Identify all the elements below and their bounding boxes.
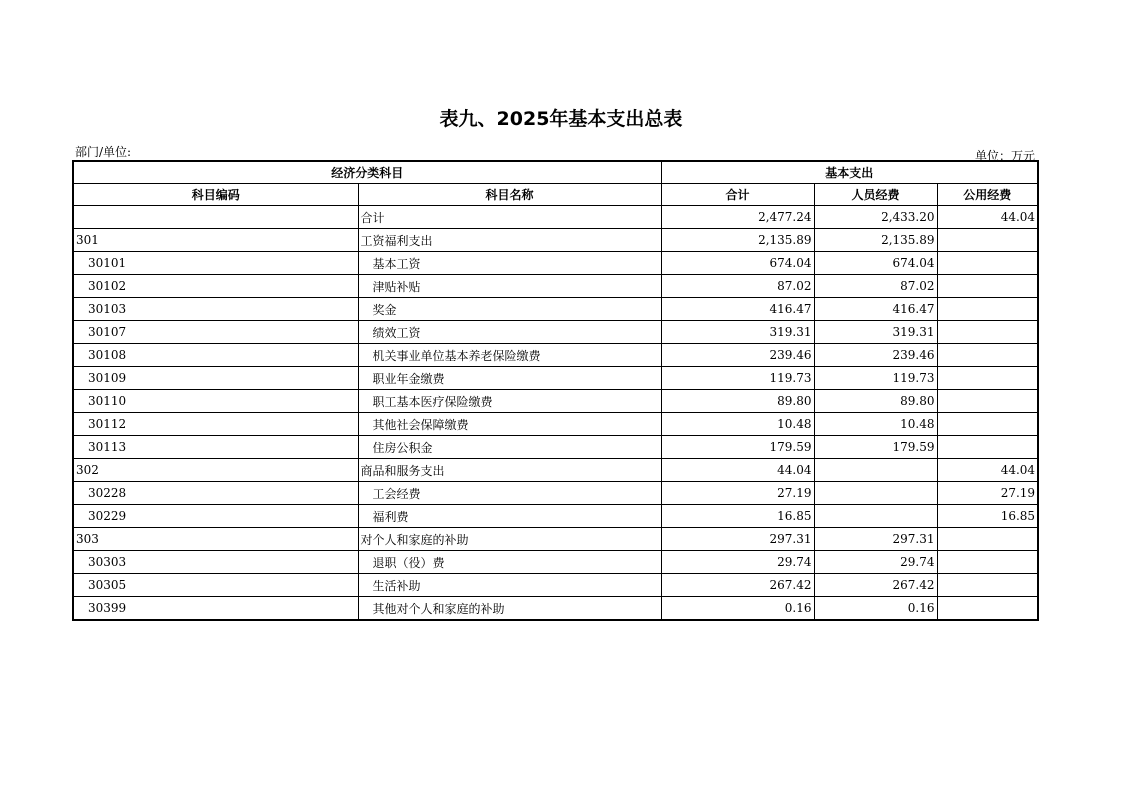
row-total: 319.31 [661, 321, 814, 344]
table-row [73, 528, 1038, 551]
row-personnel: 87.02 [814, 275, 937, 298]
row-total: 297.31 [661, 528, 814, 551]
row-code: 302 [73, 459, 358, 482]
row-name: 工会经费 [358, 482, 661, 505]
row-public [937, 574, 1038, 597]
row-total: 89.80 [661, 390, 814, 413]
row-name: 住房公积金 [358, 436, 661, 459]
row-personnel: 416.47 [814, 298, 937, 321]
row-public [937, 390, 1038, 413]
table-row [73, 275, 1038, 298]
row-total: 16.85 [661, 505, 814, 528]
row-public [937, 252, 1038, 275]
row-total: 2,135.89 [661, 229, 814, 252]
row-total: 119.73 [661, 367, 814, 390]
row-personnel [814, 459, 937, 482]
row-public [937, 551, 1038, 574]
row-personnel: 297.31 [814, 528, 937, 551]
row-personnel: 29.74 [814, 551, 937, 574]
row-total: 27.19 [661, 482, 814, 505]
row-total: 29.74 [661, 551, 814, 574]
row-public [937, 367, 1038, 390]
table-row [73, 597, 1038, 621]
row-public [937, 436, 1038, 459]
row-total: 267.42 [661, 574, 814, 597]
row-personnel: 10.48 [814, 413, 937, 436]
row-personnel [814, 505, 937, 528]
header-total: 合计 [661, 184, 814, 206]
row-public: 44.04 [937, 459, 1038, 482]
row-public [937, 597, 1038, 621]
header-basic-expenditure: 基本支出 [661, 161, 1038, 184]
row-public [937, 298, 1038, 321]
row-public: 44.04 [937, 206, 1038, 229]
row-code: 30110 [73, 390, 358, 413]
header-public: 公用经费 [937, 184, 1038, 206]
row-code: 30113 [73, 436, 358, 459]
row-personnel: 179.59 [814, 436, 937, 459]
unit-label: 单位：万元 [974, 149, 1035, 163]
row-code: 30305 [73, 574, 358, 597]
row-name: 津贴补贴 [358, 275, 661, 298]
row-name: 职业年金缴费 [358, 367, 661, 390]
row-total: 416.47 [661, 298, 814, 321]
row-name: 福利费 [358, 505, 661, 528]
row-code: 30303 [73, 551, 358, 574]
department-label: 部门/单位: [75, 145, 132, 159]
table-row [73, 482, 1038, 505]
table-row [73, 505, 1038, 528]
table-row [73, 206, 1038, 229]
table-row [73, 252, 1038, 275]
row-personnel: 674.04 [814, 252, 937, 275]
row-code: 30108 [73, 344, 358, 367]
header-personnel: 人员经费 [814, 184, 937, 206]
row-total: 674.04 [661, 252, 814, 275]
header-row-group [73, 161, 1038, 184]
row-total: 239.46 [661, 344, 814, 367]
row-public [937, 344, 1038, 367]
row-total: 0.16 [661, 597, 814, 621]
row-code: 303 [73, 528, 358, 551]
row-name: 职工基本医疗保险缴费 [358, 390, 661, 413]
row-total: 2,477.24 [661, 206, 814, 229]
table-row [73, 436, 1038, 459]
row-code: 30229 [73, 505, 358, 528]
row-code: 30112 [73, 413, 358, 436]
row-personnel: 267.42 [814, 574, 937, 597]
row-personnel: 0.16 [814, 597, 937, 621]
header-row-columns [73, 184, 1038, 206]
row-name: 商品和服务支出 [358, 459, 661, 482]
row-name: 奖金 [358, 298, 661, 321]
row-public: 16.85 [937, 505, 1038, 528]
table-row [73, 229, 1038, 252]
row-name: 生活补助 [358, 574, 661, 597]
table-row [73, 344, 1038, 367]
page-title: 表九、2025年基本支出总表 [439, 108, 683, 130]
header-name: 科目名称 [358, 184, 661, 206]
row-total: 44.04 [661, 459, 814, 482]
row-code: 30109 [73, 367, 358, 390]
row-personnel: 319.31 [814, 321, 937, 344]
table-row [73, 367, 1038, 390]
table-row [73, 321, 1038, 344]
row-public [937, 413, 1038, 436]
row-total: 87.02 [661, 275, 814, 298]
table-row [73, 298, 1038, 321]
header-economic-classification: 经济分类科目 [73, 161, 661, 184]
row-code: 30102 [73, 275, 358, 298]
table-row [73, 390, 1038, 413]
row-name: 基本工资 [358, 252, 661, 275]
row-personnel: 119.73 [814, 367, 937, 390]
header-code: 科目编码 [73, 184, 358, 206]
row-code: 30101 [73, 252, 358, 275]
row-name: 合计 [358, 206, 661, 229]
row-name: 退职（役）费 [358, 551, 661, 574]
row-public [937, 229, 1038, 252]
row-name: 对个人和家庭的补助 [358, 528, 661, 551]
row-name: 其他社会保障缴费 [358, 413, 661, 436]
row-code: 30103 [73, 298, 358, 321]
row-personnel [814, 482, 937, 505]
row-code: 30107 [73, 321, 358, 344]
row-public: 27.19 [937, 482, 1038, 505]
row-name: 工资福利支出 [358, 229, 661, 252]
row-personnel: 2,433.20 [814, 206, 937, 229]
row-total: 10.48 [661, 413, 814, 436]
row-public [937, 528, 1038, 551]
row-code: 30228 [73, 482, 358, 505]
row-name: 其他对个人和家庭的补助 [358, 597, 661, 621]
row-name: 绩效工资 [358, 321, 661, 344]
row-code: 301 [73, 229, 358, 252]
row-total: 179.59 [661, 436, 814, 459]
row-personnel: 239.46 [814, 344, 937, 367]
row-code [73, 206, 358, 229]
table-row [73, 413, 1038, 436]
row-personnel: 89.80 [814, 390, 937, 413]
row-personnel: 2,135.89 [814, 229, 937, 252]
expenditure-table [72, 160, 1039, 621]
table-row [73, 551, 1038, 574]
row-name: 机关事业单位基本养老保险缴费 [358, 344, 661, 367]
table-row [73, 574, 1038, 597]
row-code: 30399 [73, 597, 358, 621]
row-public [937, 275, 1038, 298]
row-public [937, 321, 1038, 344]
table-row [73, 459, 1038, 482]
